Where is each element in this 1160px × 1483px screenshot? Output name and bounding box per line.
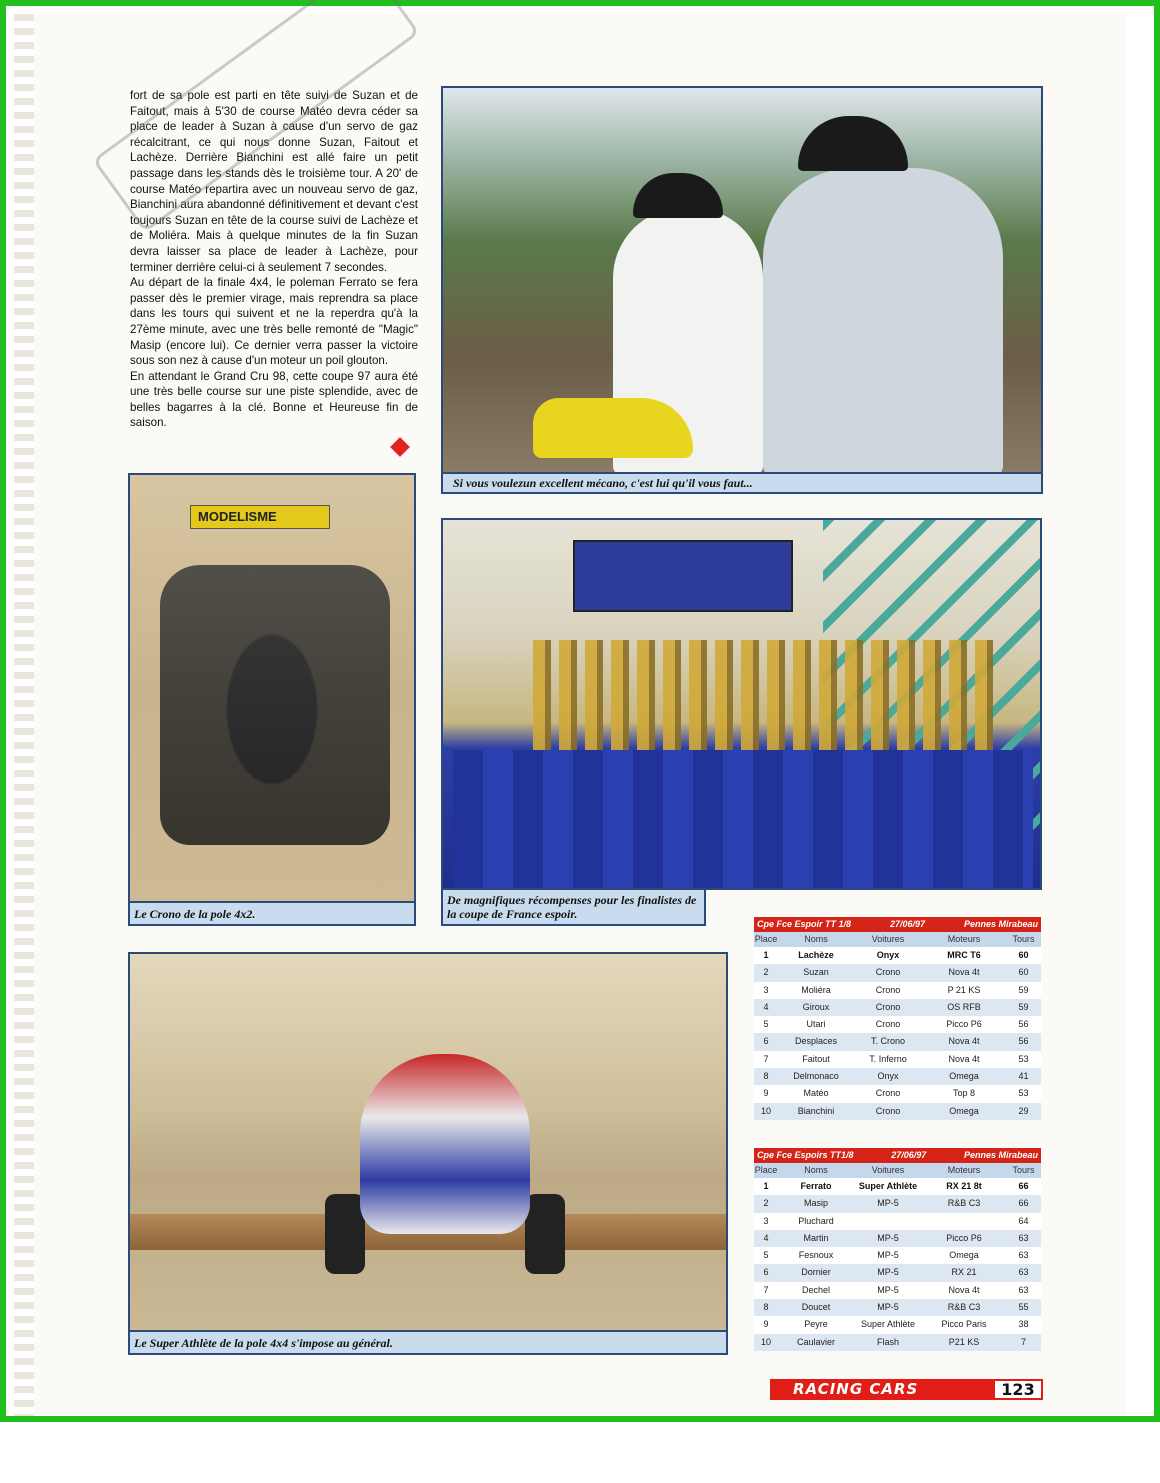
table-cell: Doucet bbox=[801, 1302, 831, 1313]
table-cell: 56 bbox=[1018, 1036, 1029, 1047]
results-venue: Pennes Mirabeau bbox=[963, 1150, 1038, 1160]
table-cell: 56 bbox=[1018, 1019, 1029, 1030]
table-row bbox=[754, 1085, 1041, 1102]
table-cell: 59 bbox=[1018, 984, 1029, 995]
caption-super-athlete: Le Super Athlète de la pole 4x4 s'impose au général. bbox=[134, 1336, 393, 1350]
crono-wing-label: MODELISME bbox=[198, 509, 277, 524]
table-cell: 7 bbox=[763, 1284, 769, 1295]
results-table-2wd bbox=[754, 917, 1041, 1120]
table-row bbox=[754, 1068, 1041, 1085]
table-row bbox=[754, 1195, 1041, 1212]
table-cell: 53 bbox=[1018, 1053, 1029, 1064]
table-cell: 38 bbox=[1018, 1319, 1029, 1330]
crono-chassis bbox=[160, 565, 390, 845]
table-cell: Super Athlète bbox=[860, 1319, 916, 1330]
page-right-margin bbox=[1127, 14, 1146, 1416]
table-cell: 60 bbox=[1018, 950, 1029, 960]
col-header: Moteurs bbox=[947, 1165, 981, 1175]
table-cell: 63 bbox=[1018, 1232, 1029, 1243]
table-cell: 1 bbox=[763, 1181, 769, 1191]
cap-icon bbox=[633, 173, 723, 218]
table-cell: Top 8 bbox=[952, 1088, 976, 1099]
table-cell bbox=[922, 1213, 1006, 1230]
table-cell: Picco P6 bbox=[946, 1232, 982, 1243]
caption-mechanics: Si vous voulezun excellent mécano, c'est lui qu'il vous faut... bbox=[453, 476, 753, 490]
scan-border-left bbox=[0, 0, 6, 1420]
table-cell: Nova 4t bbox=[948, 1284, 980, 1295]
table-cell: RX 21 8t bbox=[946, 1181, 982, 1191]
table-cell: 53 bbox=[1018, 1088, 1029, 1099]
table-cell: Pluchard bbox=[798, 1215, 834, 1226]
table-cell: 60 bbox=[1018, 967, 1029, 978]
scan-border-bottom bbox=[0, 1416, 1160, 1422]
table-cell: Nova 4t bbox=[948, 967, 980, 978]
table-cell: 4 bbox=[763, 1232, 769, 1243]
table-row bbox=[754, 982, 1041, 999]
table-cell: Onyx bbox=[877, 1071, 899, 1082]
caption-trophies-box bbox=[441, 890, 706, 926]
table-cell: 6 bbox=[763, 1267, 769, 1278]
table-cell: MP-5 bbox=[877, 1284, 899, 1295]
table-cell: 9 bbox=[763, 1319, 769, 1330]
table-cell: Omega bbox=[949, 1071, 979, 1082]
table-row bbox=[754, 964, 1041, 981]
table-cell: Moliéra bbox=[801, 984, 831, 995]
table-cell: 64 bbox=[1018, 1215, 1029, 1226]
table-cell: 10 bbox=[760, 1336, 771, 1347]
table-cell: Peyre bbox=[804, 1319, 828, 1330]
caption-trophies: De magnifiques récompenses pour les finalistes de la coupe de France espoir. bbox=[447, 893, 697, 921]
col-header: Tours bbox=[1012, 1165, 1035, 1175]
article-paragraph: En attendant le Grand Cru 98, cette coupe 97 aura été une très belle course sur une piste splendide, avec de belles bagarres à la clé. Bonne et Heureuse fin de saison. bbox=[130, 369, 418, 430]
table-cell: Super Athlète bbox=[858, 1181, 918, 1191]
results-event: Cpe Fce Espoir TT 1/8 bbox=[757, 919, 852, 929]
table-cell: 8 bbox=[763, 1071, 769, 1082]
table-cell: Crono bbox=[875, 1001, 901, 1012]
table-row bbox=[754, 1051, 1041, 1068]
trophies bbox=[533, 640, 993, 750]
table-cell: 6 bbox=[763, 1036, 769, 1047]
col-header: Voitures bbox=[871, 934, 905, 944]
results-header bbox=[754, 1148, 1041, 1163]
table-cell: 63 bbox=[1018, 1250, 1029, 1261]
article-paragraph: fort de sa pole est parti en tête suivi de Suzan et de Faitout, mais à 5'30 de course Matéo devra céder sa place de leader à Suzan à cause d'un servo de gaz récalcitrant, ce qui nous donne Suzan, Faitout et Lachèze. Derrière Bianchini est allé faire un petit passage dans les stands dès le troisième tour. A 20' de course Matéo repartira avec un nouveau servo de gaz, Bianchini aura abandonné définitivement et devant c'est toujours Suzan en tête de la course suivi de Lachèze et de Moliéra. Mais à quelque minutes de la fin Suzan devra laisser sa place de leader à Lachèze, pour terminer derrière celui-ci à seulement 7 secondes. bbox=[130, 89, 418, 274]
table-cell: OS RFB bbox=[947, 1001, 981, 1012]
table-row bbox=[754, 1016, 1041, 1033]
table-cell: Dechel bbox=[801, 1284, 830, 1295]
table-row bbox=[754, 1213, 1041, 1230]
page-binding-edge bbox=[14, 14, 34, 1416]
table-cell bbox=[854, 1213, 922, 1230]
table-cell: Suzan bbox=[803, 967, 829, 978]
results-date: 27/06/97 bbox=[891, 1150, 927, 1160]
table-cell: MP-5 bbox=[877, 1198, 899, 1209]
table-row bbox=[754, 1264, 1041, 1281]
table-cell: Omega bbox=[949, 1250, 979, 1261]
scan-border-top bbox=[0, 0, 1160, 6]
table-cell: Picco Paris bbox=[941, 1319, 987, 1330]
col-header: Place bbox=[754, 934, 778, 944]
table-cell: MP-5 bbox=[877, 1302, 899, 1313]
page-number: 123 bbox=[993, 1379, 1043, 1400]
table-cell: 3 bbox=[763, 1215, 769, 1226]
table-cell: Nova 4t bbox=[948, 1053, 980, 1064]
table-cell: Caulavier bbox=[796, 1336, 836, 1347]
table-cell: Picco P6 bbox=[946, 1019, 982, 1030]
table-cell: Martin bbox=[803, 1232, 829, 1243]
results-header bbox=[754, 917, 1041, 932]
table-cell: Crono bbox=[875, 967, 901, 978]
table-cell: P21 KS bbox=[948, 1336, 980, 1347]
col-header: Noms bbox=[804, 934, 828, 944]
table-cell: Crono bbox=[875, 1105, 901, 1116]
table-cell: 2 bbox=[763, 967, 769, 978]
table-cell: 4 bbox=[763, 1001, 769, 1012]
results-table-4wd bbox=[754, 1148, 1041, 1351]
table-cell: Masip bbox=[803, 1198, 828, 1209]
magazine-brand: RACING CARS bbox=[793, 1380, 919, 1398]
buggy-body bbox=[360, 1054, 530, 1234]
col-header: Tours bbox=[1012, 934, 1035, 944]
table-cell: Flash bbox=[876, 1336, 899, 1347]
table-cell: 2 bbox=[763, 1198, 769, 1209]
table-cell: 3 bbox=[763, 984, 769, 995]
table-cell: 63 bbox=[1018, 1284, 1029, 1295]
table-cell: Giroux bbox=[802, 1001, 830, 1012]
table-cell: Crono bbox=[875, 1088, 901, 1099]
buggy-wheel bbox=[325, 1194, 365, 1274]
table-cell: Onyx bbox=[876, 950, 900, 960]
table-cell: MP-5 bbox=[877, 1250, 899, 1261]
results-column-headers bbox=[754, 932, 1041, 947]
table-cell: Faitout bbox=[802, 1053, 830, 1064]
col-header: Moteurs bbox=[947, 934, 981, 944]
caption-crono: Le Crono de la pole 4x2. bbox=[134, 907, 256, 921]
table-cell: 55 bbox=[1018, 1302, 1029, 1313]
blue-tablecloth bbox=[453, 750, 1033, 890]
results-date: 27/06/97 bbox=[889, 919, 926, 929]
table-cell: Matéo bbox=[803, 1088, 829, 1099]
table-cell: 5 bbox=[763, 1250, 769, 1261]
results-venue: Pennes Mirabeau bbox=[963, 919, 1038, 929]
table-cell: 9 bbox=[763, 1088, 769, 1099]
buggy-wheel bbox=[525, 1194, 565, 1274]
table-row bbox=[754, 1247, 1041, 1264]
table-row bbox=[754, 1033, 1041, 1050]
table-row bbox=[754, 1334, 1041, 1351]
table-cell: Lachèze bbox=[798, 950, 834, 960]
table-cell: Utari bbox=[806, 1019, 826, 1030]
table-cell: R&B C3 bbox=[947, 1302, 981, 1313]
table-cell: Ferrato bbox=[800, 1181, 832, 1191]
table-cell: Nova 4t bbox=[948, 1036, 980, 1047]
table-row bbox=[754, 1178, 1041, 1195]
table-row bbox=[754, 947, 1041, 964]
table-cell: 59 bbox=[1018, 1001, 1029, 1012]
table-cell: P 21 KS bbox=[947, 984, 981, 995]
table-row bbox=[754, 1103, 1041, 1120]
table-cell: Fesnoux bbox=[798, 1250, 834, 1261]
yellow-car-body bbox=[533, 398, 693, 458]
table-cell: 7 bbox=[1020, 1336, 1026, 1347]
caption-crono-box bbox=[128, 903, 416, 926]
table-cell: 7 bbox=[763, 1053, 769, 1064]
results-event: Cpe Fce Espoirs TT1/8 bbox=[757, 1150, 854, 1160]
photo-crono bbox=[128, 473, 416, 903]
col-header: Place bbox=[754, 1165, 778, 1175]
table-cell: 63 bbox=[1018, 1267, 1029, 1278]
table-cell: 66 bbox=[1018, 1181, 1029, 1191]
table-cell: Dornier bbox=[801, 1267, 831, 1278]
col-header: Noms bbox=[804, 1165, 828, 1175]
table-cell: 41 bbox=[1018, 1071, 1029, 1082]
table-cell: 1 bbox=[763, 950, 769, 960]
table-cell: Delmonaco bbox=[793, 1071, 839, 1082]
scan-border-right bbox=[1154, 0, 1160, 1420]
table-cell: Omega bbox=[949, 1105, 979, 1116]
table-row bbox=[754, 1282, 1041, 1299]
table-cell: Crono bbox=[875, 1019, 901, 1030]
table-row bbox=[754, 1230, 1041, 1247]
table-cell: 5 bbox=[763, 1019, 769, 1030]
photo-mechanics bbox=[441, 86, 1043, 474]
table-cell: MP-5 bbox=[877, 1267, 899, 1278]
caption-super-athlete-box bbox=[128, 1332, 728, 1355]
caption-mechanics-box bbox=[441, 474, 1043, 494]
banner bbox=[573, 540, 793, 612]
table-cell: T. Inferno bbox=[869, 1053, 907, 1064]
mechanic-right bbox=[763, 168, 1003, 474]
table-row bbox=[754, 1316, 1041, 1333]
table-cell: R&B C3 bbox=[947, 1198, 981, 1209]
table-cell: T. Crono bbox=[870, 1036, 905, 1047]
photo-super-athlete bbox=[128, 952, 728, 1332]
table-cell: RX 21 bbox=[951, 1267, 977, 1278]
article-paragraph: Au départ de la finale 4x4, le poleman Ferrato se fera passer dès le premier virage, mais reprendra sa place dans les tours qui suivent et ne la reperdra qu'à la 27ème minute, avec une très belle remonté de "Magic" Masip (encore lui). Ce dernier verra passer la victoire sous son nez à cause d'un moteur un poil glouton. bbox=[130, 276, 418, 368]
table-cell: 66 bbox=[1018, 1198, 1029, 1209]
table-cell: MRC T6 bbox=[947, 950, 981, 960]
table-row bbox=[754, 999, 1041, 1016]
table-cell: 8 bbox=[763, 1302, 769, 1313]
table-cell: Desplaces bbox=[794, 1036, 838, 1047]
col-header: Voitures bbox=[871, 1165, 905, 1175]
table-cell: Crono bbox=[875, 984, 901, 995]
table-cell: 10 bbox=[760, 1105, 771, 1116]
table-cell: Bianchini bbox=[797, 1105, 835, 1116]
cap-icon bbox=[798, 116, 908, 171]
table-cell: MP-5 bbox=[877, 1232, 899, 1243]
table-row bbox=[754, 1299, 1041, 1316]
photo-trophies bbox=[441, 518, 1042, 890]
table-cell: 29 bbox=[1018, 1105, 1029, 1116]
results-column-headers bbox=[754, 1163, 1041, 1178]
